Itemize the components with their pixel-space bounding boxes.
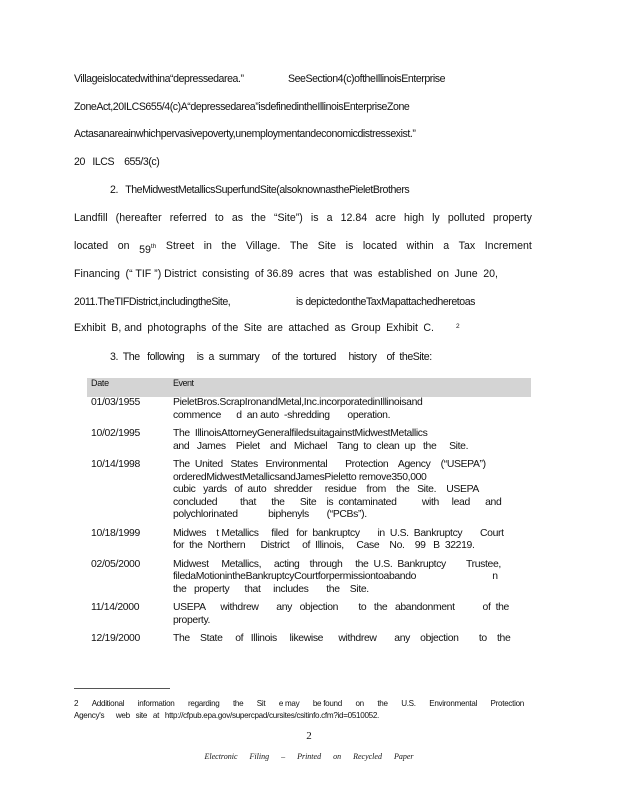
located-word: in [203,240,212,252]
financing-word: (“ TIF ”) District [125,268,197,280]
landfill-word: to [214,212,224,224]
landfill-word: property [493,212,532,224]
exhibit-word: are [267,322,283,334]
landfill-word: Landfill [74,212,108,224]
footnote-word: Additional [91,699,125,708]
footnote-word: information [137,699,175,708]
exhibit-word: as [334,322,346,334]
event-line: for the Northern District of Illinois, Case No. 99 B 32219. [173,540,475,551]
landfill-word: polluted [447,212,485,224]
footnote-ref: 2 [456,323,460,330]
tif-part-b: is depictedontheTaxMapattachedheretoas [296,296,476,308]
financing-word: June [454,268,478,280]
located-word: is [345,240,354,252]
event-line: Midwest Metallics, acting through the U.S. Bankruptcy Trustee, [173,558,501,570]
landfill-word: high [403,212,424,224]
located-word: Tax [458,240,476,252]
row-event [173,559,531,603]
event-line: property. [173,614,211,626]
tif-part-a: 2011.TheTIFDistrict,includingtheSite, [74,296,231,308]
located-word: within [406,240,434,252]
financing-line [74,268,498,281]
footnote-word: the [232,699,244,708]
located-word: a [443,240,450,252]
table-row [87,428,531,459]
located-word: located [362,240,397,252]
event-line: the property that includes the Site. [173,583,369,595]
footnote-word: U.S. [401,699,416,708]
footnote-word: Sit [256,699,266,708]
event-line: orderedMidwestMetallicsandJamesPieletto remove350,000 [173,471,427,483]
located-word: Increment [484,240,532,252]
footnote-word: on [355,699,364,708]
exhibit-word: Exhibit [386,322,418,334]
landfill-word: 12.84 [340,212,368,224]
landfill-word: “Site”) [273,212,303,224]
text-line-2: ZoneAct,20ILCS655/4(c)A“depressedarea”isdefinedintheIllinoisEnterpriseZone [74,101,410,113]
event-line: polychlorinated biphenyls (“PCBs”). [173,509,367,520]
event-line: and James Pielet and Michael Tang to clean up the Site. [173,440,469,452]
row-event [173,459,531,528]
paragraph-3-start: 3. The following is a summary of the tortured history of theSite: [110,351,432,363]
landfill-word: the [251,212,266,224]
exhibit-word: C. [423,322,434,334]
table-row [87,602,531,633]
header-event: Event [173,378,194,388]
text-line-1 [74,73,444,86]
row-event [173,428,531,459]
table-row [87,559,531,603]
exhibit-line [74,322,464,335]
table-header [87,378,531,397]
exhibit-word: of the [211,322,239,334]
financing-word: established [378,268,432,280]
footer-text: Electronic Filing – Printed on Recycled Paper [204,752,414,761]
footnote-word: Environmental [429,699,478,708]
line1-part-b: SeeSection4(c)oftheIllinoisEnterprise [288,73,446,85]
financing-word: 20, [483,268,498,280]
located-word: The [289,240,309,252]
event-line: cubic yards of auto shredder residue from the Site. USEPA [173,484,479,495]
event-line: commence d an auto -shredding operation. [173,409,391,421]
row-event [173,633,531,652]
financing-word: that [330,268,348,280]
row-date: 10/18/1999 [91,527,141,539]
paragraph-2-start: 2. TheMidwestMetallicsSuperfundSite(alsoknownasthePieletBrothers [110,184,410,196]
exhibit-word: attached [288,322,329,334]
event-line: The United States Environmental Protection Agency (“USEPA”) [173,459,486,470]
event-line: concluded that the Site is contaminated with lead and [173,496,502,508]
exhibit-words [74,322,434,335]
located-word: Village. [245,240,281,252]
line1-part-a: Villageislocatedwithina“depressedarea.” [74,73,244,85]
row-date: 02/05/2000 [91,558,141,570]
table-row [87,528,531,559]
financing-word: on [437,268,450,280]
footnote-word: the [377,699,388,708]
exhibit-word: Site [243,322,263,334]
financing-word: Financing [74,268,120,280]
event-line: The State of Illinois likewise withdrew any objection to the [173,633,511,644]
footnote-word: be found [312,699,342,708]
row-date: 11/14/2000 [91,602,140,613]
located-word: Site [317,240,337,252]
located-word: on [117,240,130,252]
row-date: 12/19/2000 [91,633,141,644]
located-word: the [221,240,237,252]
footnote-line-1 [74,698,524,710]
exhibit-word: Group [351,322,381,334]
financing-word: was [353,268,373,280]
footnote-rule [74,688,170,689]
page-number: 2 [306,730,312,742]
text-line-3: Actasanareainwhichpervasivepoverty,unemploymentandeconomicdistressexist.” [74,128,416,140]
exhibit-word: Exhibit [74,322,106,334]
text-line-4: 20 ILCS 655/3(c) [74,156,160,168]
footnote-line-2: Agency's web site at http://cfpub.epa.gov/supercpad/cursites/csitinfo.cfm?id=0510052. [74,711,380,720]
row-date: 01/03/1955 [91,397,141,408]
financing-word: consisting [202,268,250,280]
event-line: PieletBros.ScrapIronandMetal,Inc.incorporatedinIllinoisand [173,397,423,408]
row-date: 10/02/1995 [91,428,141,439]
exhibit-word: B, and [111,322,142,334]
footnote-word: Protection [490,699,524,708]
landfill-word: ly [432,212,440,224]
footnote-word: regarding [187,699,220,708]
landfill-word: is [310,212,319,224]
row-event [173,602,531,633]
row-event [173,397,531,428]
footnote-word: e may [278,699,300,708]
event-line: filedaMotionintheBankruptcyCourtforpermissiontoabando n [173,571,498,582]
row-event [173,528,531,559]
landfill-word: referred [169,212,207,224]
located-word: Street [165,240,195,252]
tif-line [74,296,494,309]
table-row [87,397,531,428]
event-line: Midwes t Metallics filed for bankruptcy in U.S. Bankruptcy Court [173,527,504,539]
table-row [87,459,531,528]
table-row [87,633,531,652]
located-word: located [74,240,109,252]
landfill-word: (hereafter [115,212,162,224]
financing-word: acres [298,268,325,280]
financing-word: of 36.89 [254,268,294,280]
landfill-word: acre [375,212,396,224]
event-line: The IllinoisAttorneyGeneralfiledsuitagainstMidwestMetallics [173,428,428,439]
superscript-th: th [150,243,157,250]
event-line: USEPA withdrew any objection to the abandonment of the [173,602,509,613]
header-date: Date [91,378,109,388]
landfill-line [74,212,532,225]
located-line [74,240,532,257]
landfill-word: a [326,212,333,224]
row-date: 10/14/1998 [91,459,141,470]
landfill-word: as [231,212,244,224]
exhibit-word: photographs [147,322,207,334]
footnote-word: 2 [74,699,79,708]
located-word: 59th [139,243,157,256]
history-table [87,378,531,652]
